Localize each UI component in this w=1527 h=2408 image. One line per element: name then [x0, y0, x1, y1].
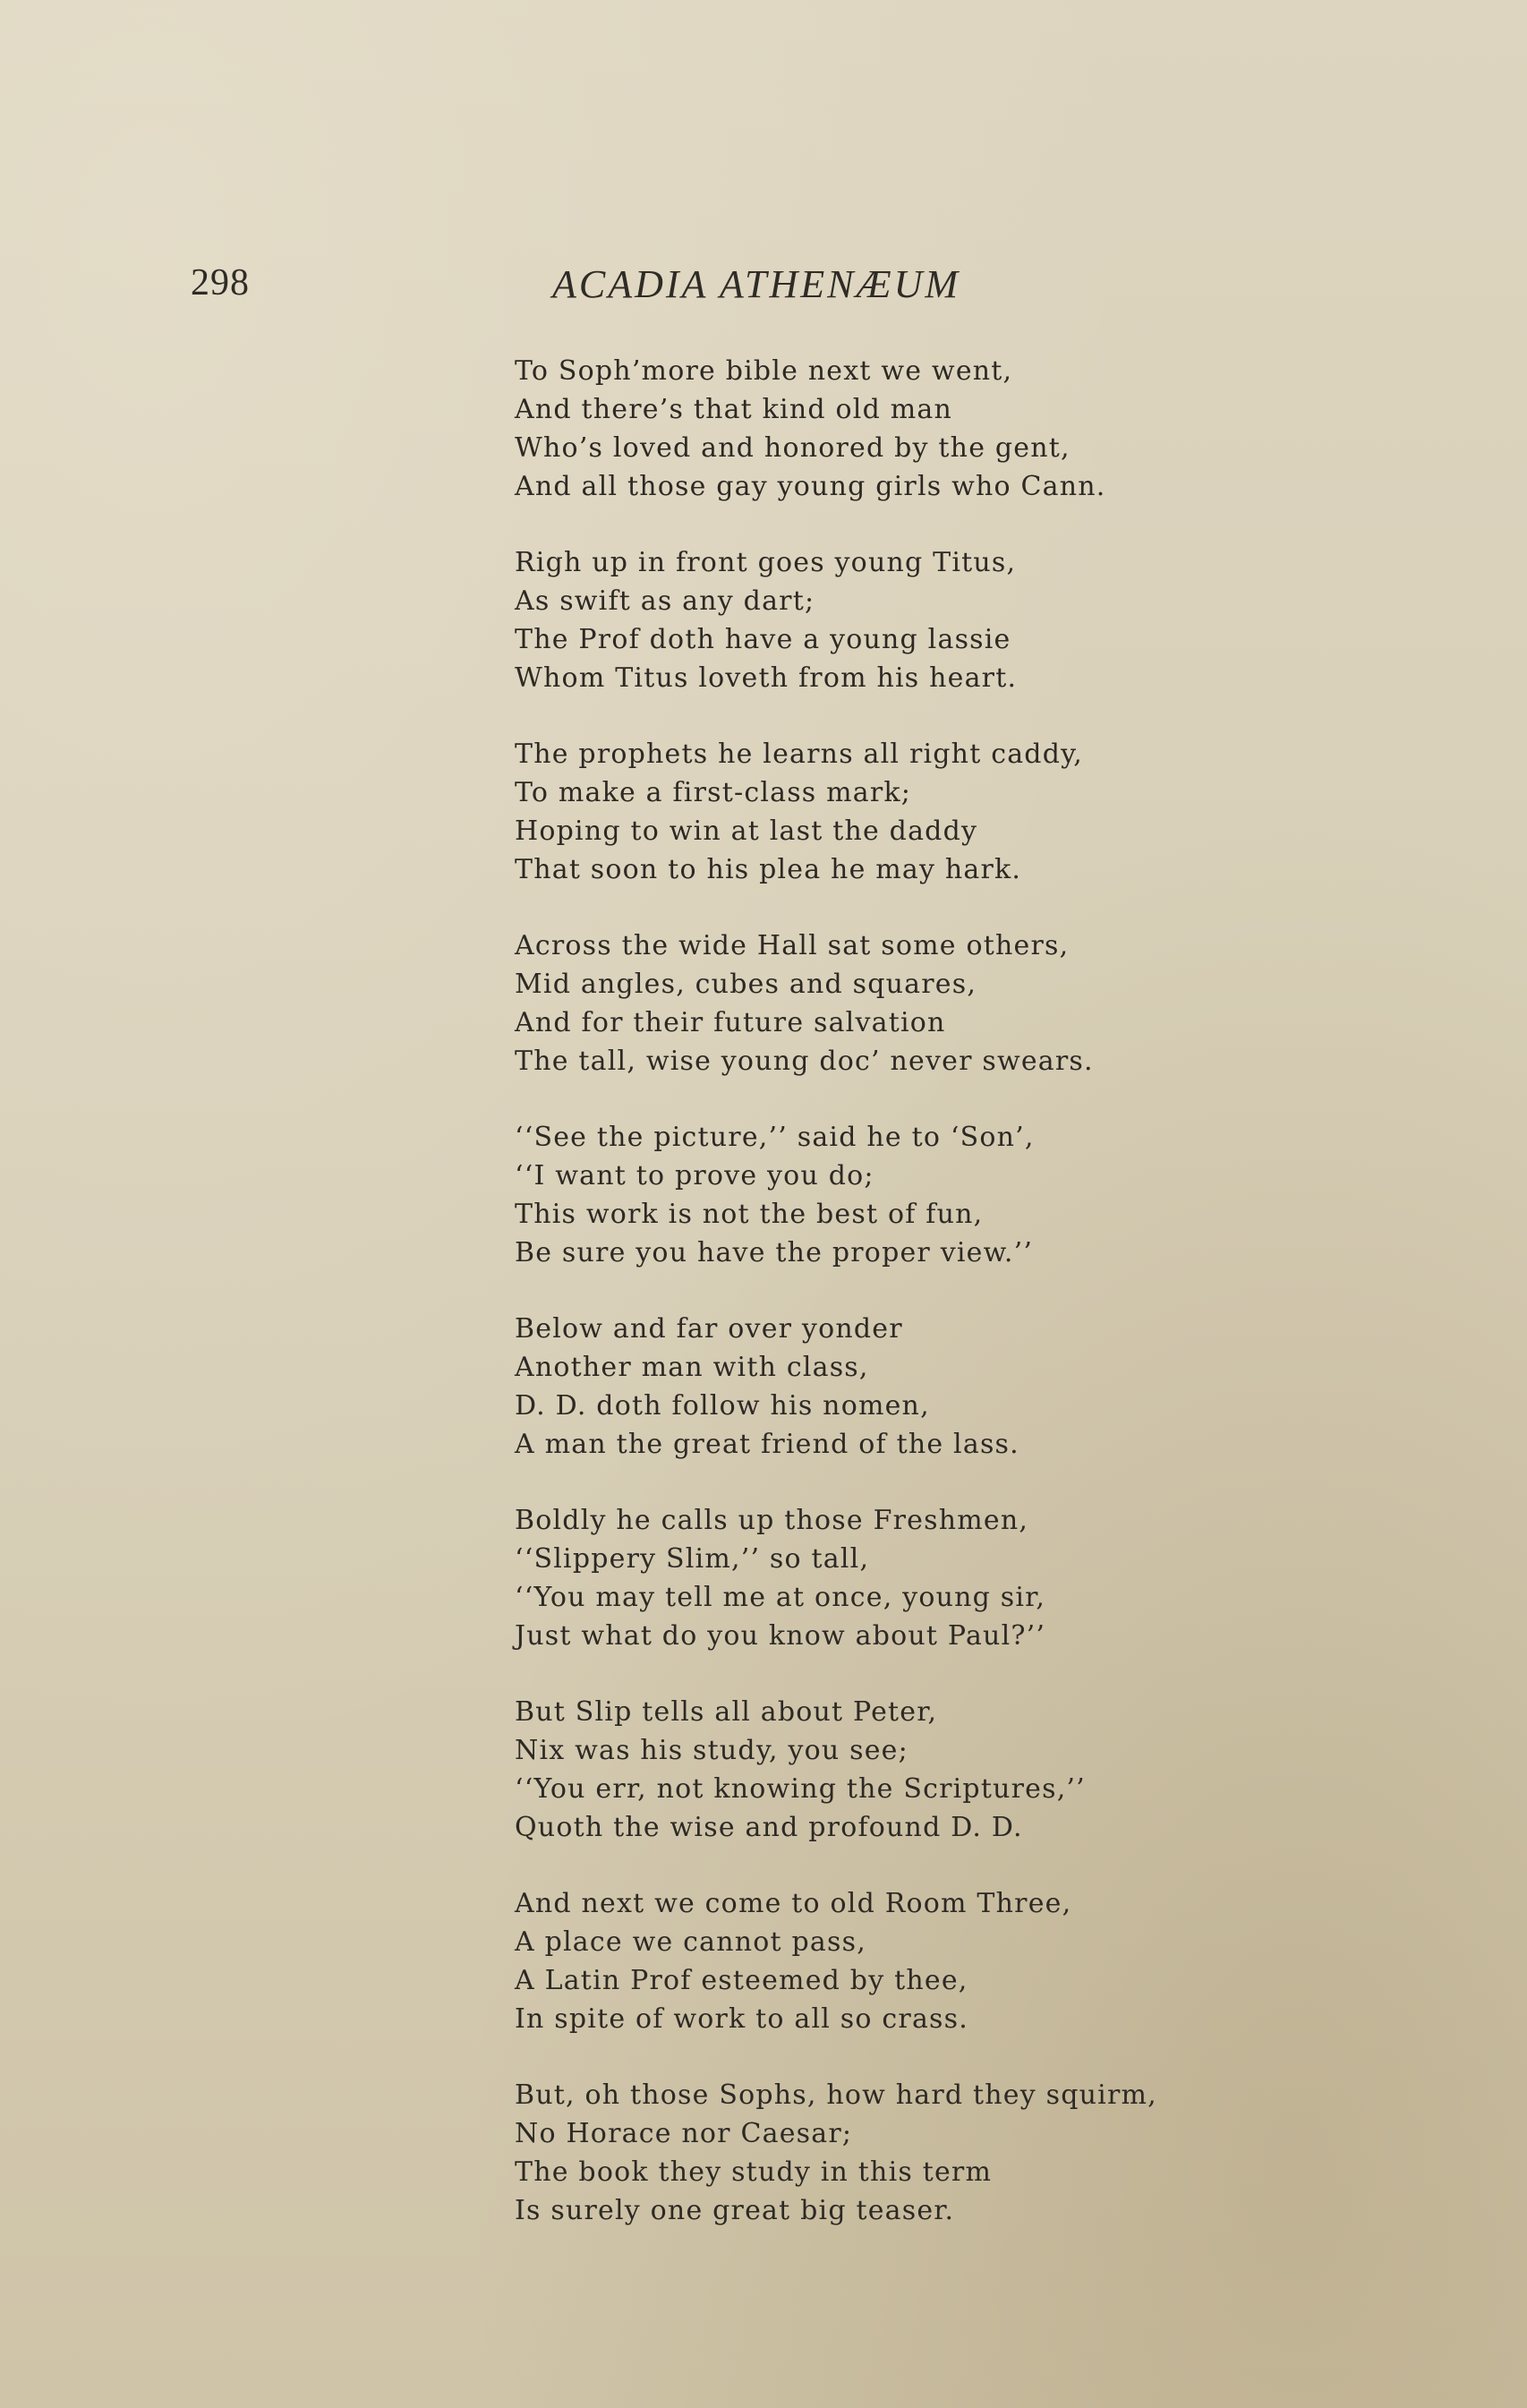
stanza-2: [515, 543, 1410, 697]
poem-line: As swift as any dart;: [515, 585, 815, 617]
poem-line: But, oh those Sophs, how hard they squirm,: [515, 2079, 1157, 2111]
poem-line: A Latin Prof esteemed by thee,: [515, 1965, 968, 1996]
poem-line: To Soph’more bible next we went,: [515, 355, 1013, 387]
poem-line: Just what do you know about Paul?’’: [515, 1620, 1046, 1652]
poem: [515, 352, 1410, 2267]
poem-line: The tall, wise young doc’ never swears.: [515, 1046, 1094, 1077]
running-title: ACADIA ATHENÆUM: [552, 262, 961, 306]
page-number: 298: [191, 262, 250, 303]
stanza-1: [515, 352, 1410, 506]
poem-line: A man the great friend of the lass.: [515, 1429, 1019, 1460]
poem-line: To make a first-class mark;: [515, 777, 912, 808]
poem-line: D. D. doth follow his nomen,: [515, 1390, 930, 1422]
poem-line: Mid angles, cubes and squares,: [515, 969, 977, 1000]
poem-line: The prophets he learns all right caddy,: [515, 739, 1083, 770]
poem-line: This work is not the best of fun,: [515, 1199, 984, 1230]
poem-line: A place we cannot pass,: [515, 1926, 866, 1958]
poem-line: But Slip tells all about Peter,: [515, 1696, 938, 1728]
poem-line: That soon to his plea he may hark.: [515, 854, 1022, 885]
poem-line: Nix was his study, you see;: [515, 1735, 909, 1766]
poem-line: No Horace nor Caesar;: [515, 2118, 853, 2149]
stanza-10: [515, 2076, 1410, 2230]
stanza-6: [515, 1310, 1410, 1464]
poem-line: In spite of work to all so crass.: [515, 2003, 968, 2035]
stanza-5: [515, 1118, 1410, 1272]
poem-line: Is surely one great big teaser.: [515, 2195, 955, 2226]
poem-line: Boldly he calls up those Freshmen,: [515, 1505, 1029, 1536]
poem-line: Be sure you have the proper view.’’: [515, 1237, 1034, 1268]
poem-line: The book they study in this term: [515, 2156, 993, 2188]
poem-line: Whom Titus loveth from his heart.: [515, 662, 1018, 694]
stanza-8: [515, 1693, 1410, 1847]
poem-line: Another man with class,: [515, 1352, 869, 1383]
poem-line: And all those gay young girls who Cann.: [515, 471, 1106, 502]
stanza-4: [515, 926, 1410, 1080]
poem-line: Quoth the wise and profound D. D.: [515, 1812, 1023, 1843]
poem-line: Below and far over yonder: [515, 1313, 903, 1345]
poem-line: Righ up in front goes young Titus,: [515, 547, 1017, 578]
poem-line: The Prof doth have a young lassie: [515, 624, 1011, 655]
poem-line: ‘‘Slippery Slim,’’ so tall,: [515, 1543, 870, 1575]
poem-line: ‘‘See the picture,’’ said he to ‘Son’,: [515, 1122, 1035, 1153]
stanza-3: [515, 735, 1410, 889]
poem-line: ‘‘You may tell me at once, young sir,: [515, 1582, 1046, 1613]
poem-line: Who’s loved and honored by the gent,: [515, 432, 1071, 464]
page-header: [0, 261, 1527, 324]
poem-line: ‘‘I want to prove you do;: [515, 1160, 874, 1191]
poem-line: Hoping to win at last the daddy: [515, 815, 978, 847]
poem-line: And there’s that kind old man: [515, 394, 952, 425]
stanza-7: [515, 1501, 1410, 1655]
poem-line: And next we come to old Room Three,: [515, 1888, 1072, 1919]
poem-line: And for their future salvation: [515, 1007, 946, 1038]
poem-line: Across the wide Hall sat some others,: [515, 930, 1070, 961]
poem-line: ‘‘You err, not knowing the Scriptures,’’: [515, 1773, 1086, 1805]
stanza-9: [515, 1884, 1410, 2038]
